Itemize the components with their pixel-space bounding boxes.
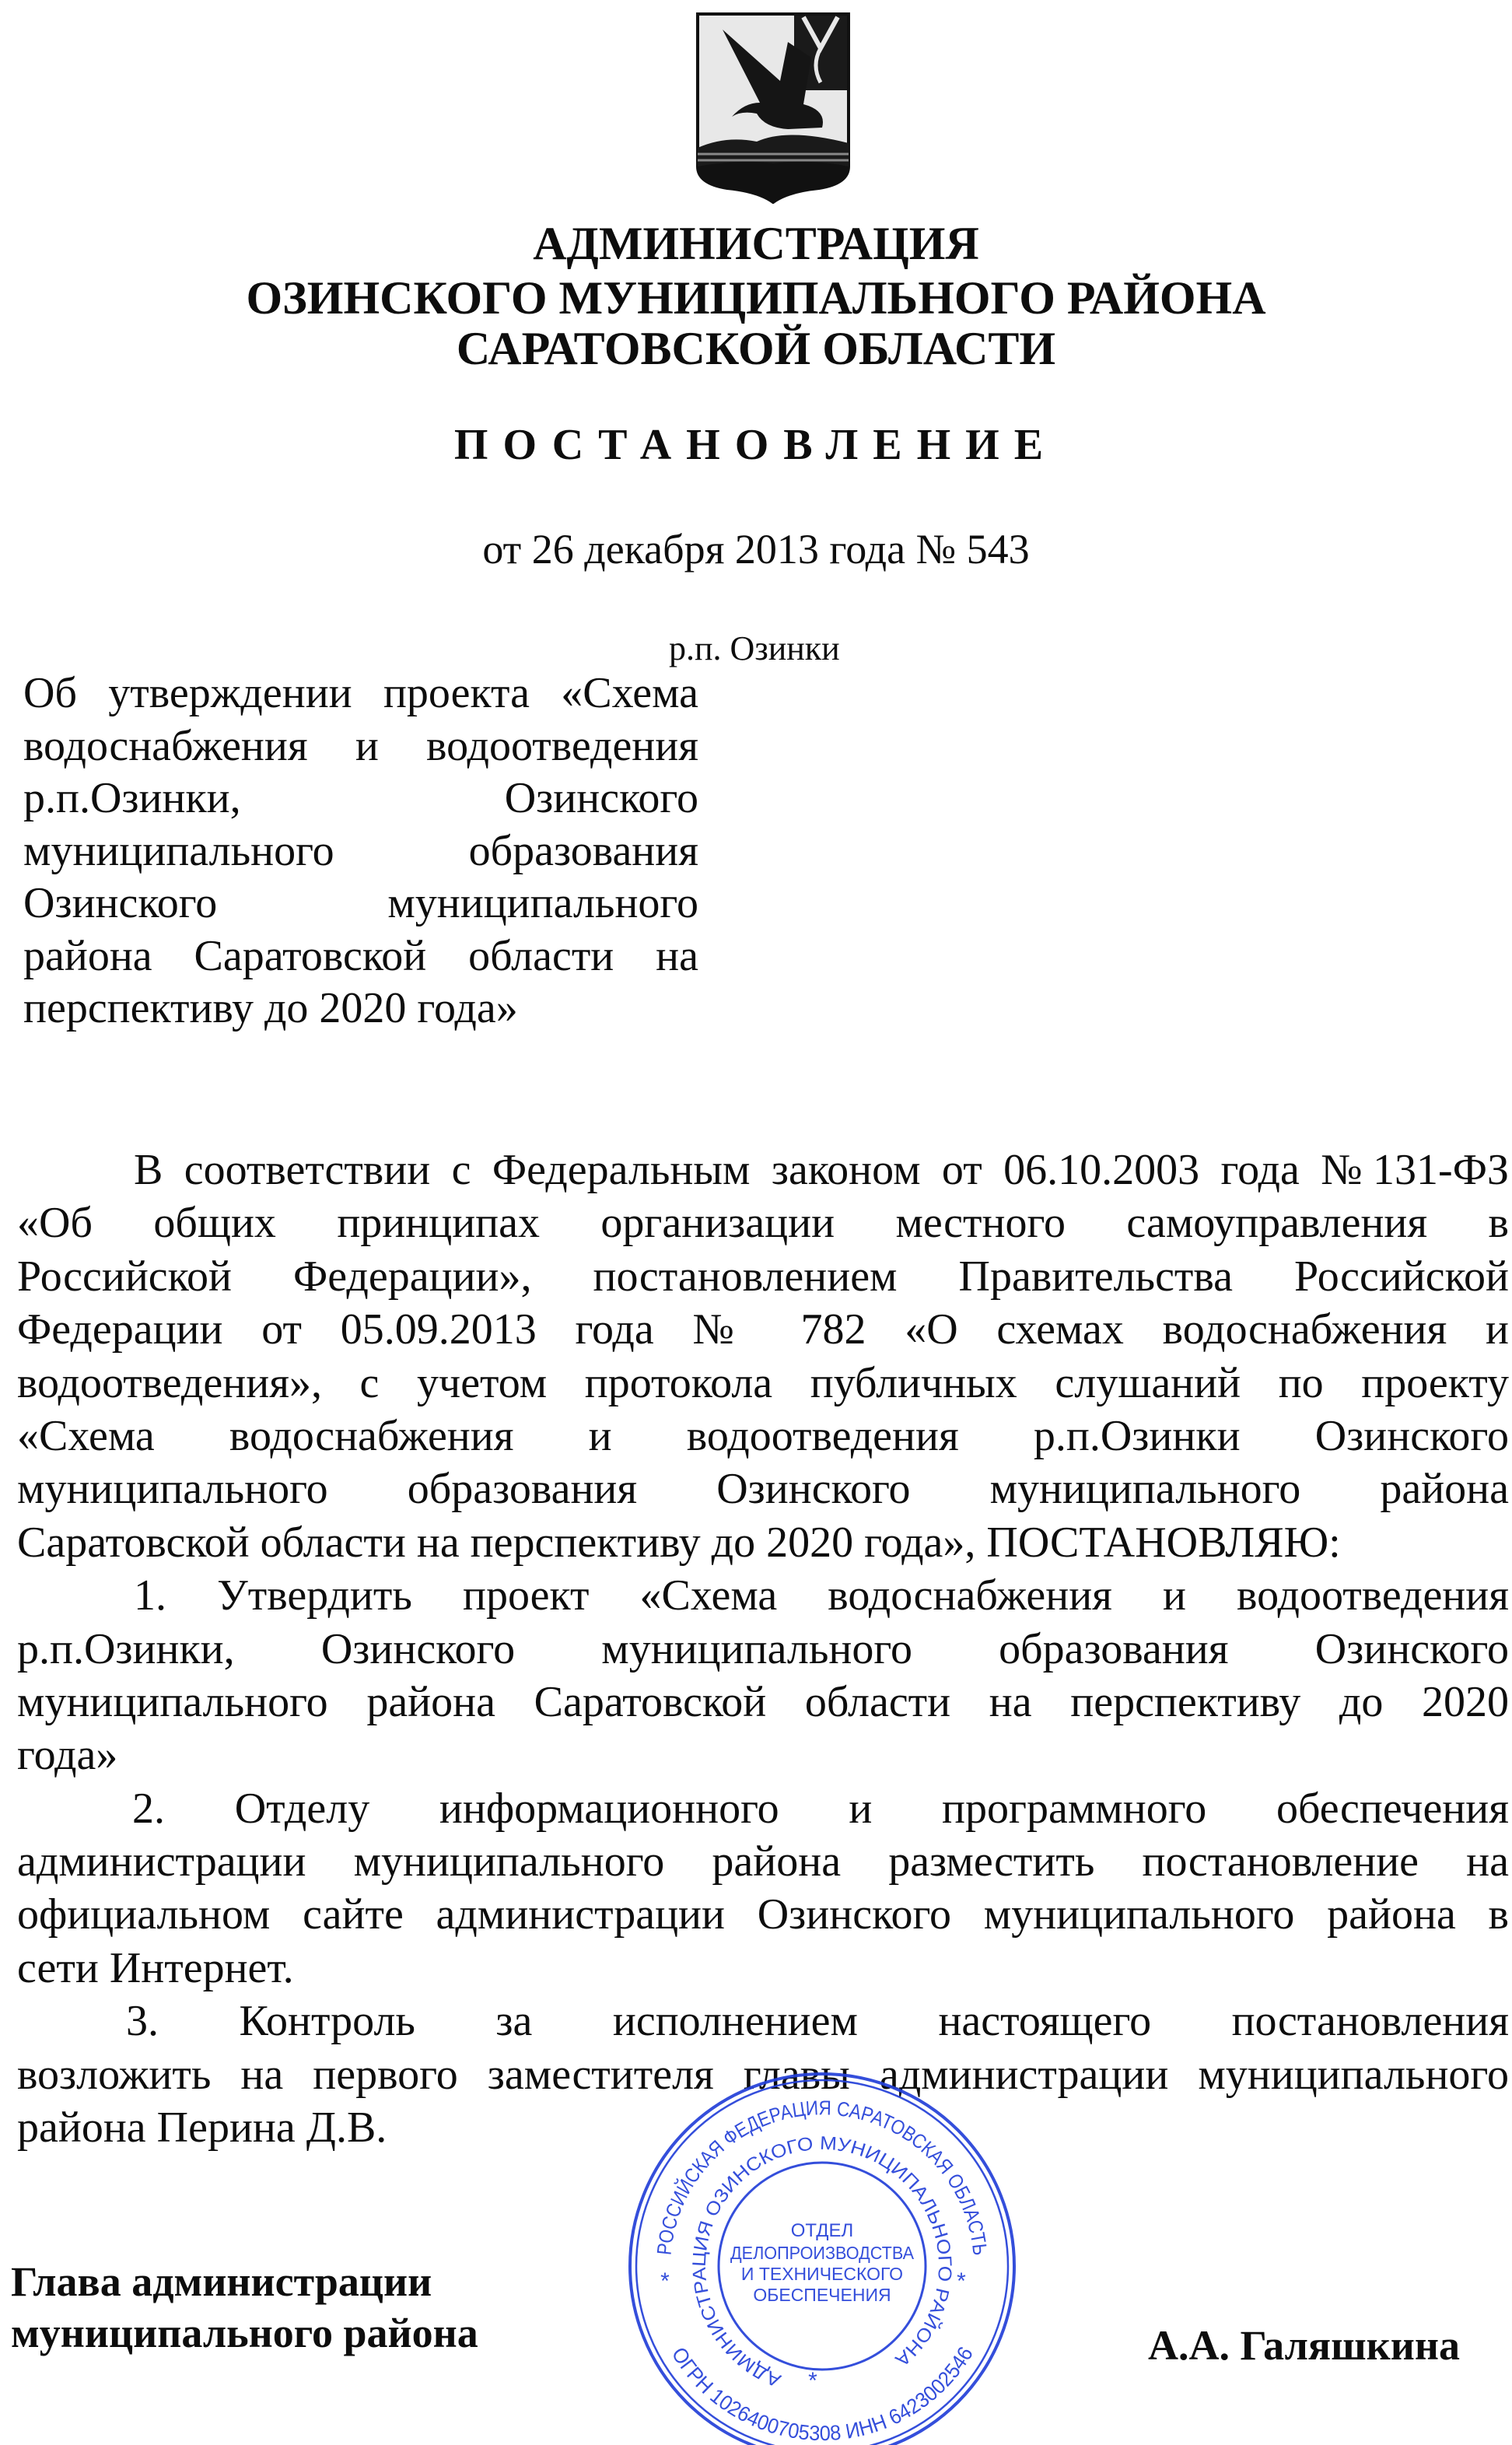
stamp-center-line: И ТЕХНИЧЕСКОГО [740,2264,904,2284]
paragraph-line: сети Интернет. [17,1943,294,1992]
subject-line: перспективу до 2020 года» [23,984,518,1032]
subject-line: р.п.Озинки, Озинского [23,774,698,822]
paragraph [17,1782,1509,1995]
subject-line: Об утверждении проекта «Схема [23,669,698,717]
paragraph-line: муниципального района Саратовской области на перспективу до 2020 [17,1677,1509,1726]
paragraph [17,1569,1509,1782]
paragraph-line: 1. Утвердить проект «Схема водоснабжения и водоотведения [134,1571,1509,1620]
paragraph-line: района Перина Д.В. [17,2103,387,2153]
org-name-line: АДМИНИСТРАЦИЯ [533,218,979,269]
paragraph-line: р.п.Озинки, Озинского муниципального образования Озинского [17,1624,1509,1673]
signatory-position: муниципального района [11,2310,478,2356]
subject-line: Озинского муниципального [23,879,698,927]
coat-of-arms-emblem [695,11,852,204]
document-type: ПОСТАНОВЛЕНИЕ [453,421,1059,469]
signatory-name: А.А. Галяшкина [1148,2322,1461,2369]
date-and-number: от 26 декабря 2013 года № 543 [482,526,1030,573]
subject-line: водоснабжения и водоотведения [23,721,698,770]
stamp-center-line: ОБЕСПЕЧЕНИЯ [753,2285,891,2305]
paragraph [17,1144,1509,1569]
stamp-outer-top-text: РОССИЙСКАЯ ФЕДЕРАЦИЯ САРАТОВСКАЯ ОБЛАСТЬ [652,2096,992,2258]
paragraph-line: возложить на первого заместителя главы администрации муниципального [17,2050,1509,2099]
document-body [17,1144,1509,2154]
stamp-star-icon: * [957,2268,966,2294]
subject-line: района Саратовской области на [23,931,698,980]
stamp-inner-ring-text: АДМИНИСТРАЦИЯ ОЗИНСКОГО МУНИЦИПАЛЬНОГО РАЙОНА [688,2132,956,2391]
paragraph-line: 2. Отделу информационного и программного обеспечения [132,1784,1509,1833]
paragraph-line: муниципального образования Озинского муниципального района [17,1465,1509,1514]
stamp-star-icon: * [808,2368,817,2394]
org-name-line: САРАТОВСКОЙ ОБЛАСТИ [456,323,1056,374]
paragraph-line: Саратовской области на перспективу до 2020 года», ПОСТАНОВЛЯЮ: [17,1518,1341,1567]
subject-line: муниципального образования [23,826,698,875]
paragraph-line: администрации муниципального района разместить постановление на [17,1837,1509,1886]
stamp-outer-bottom-text: ОГРН 1026400705308 ИНН 6423002546 [667,2342,978,2445]
stamp-center-line: ОТДЕЛ [790,2220,854,2241]
paragraph-line: Российской Федерации», постановлением Правительства Российской [17,1252,1509,1301]
stamp-center-line: ДЕЛОПРОИЗВОДСТВА [730,2243,915,2263]
paragraph-line: года» [17,1731,118,1780]
signatory-position: Глава администрации [11,2258,432,2305]
paragraph-line: 3. Контроль за исполнением настоящего постановления [126,1997,1509,2046]
org-name-line: ОЗИНСКОГО МУНИЦИПАЛЬНОГО РАЙОНА [246,272,1266,324]
place-of-issue: р.п. Озинки [669,629,840,667]
official-stamp [622,2069,1027,2445]
paragraph-line: Федерации от 05.09.2013 года № 782 «О схемах водоснабжения и [17,1305,1509,1354]
stamp-star-icon: * [660,2268,670,2294]
subject-block [23,667,698,1035]
paragraph-line: «Об общих принципах организации местного самоуправления в [17,1199,1509,1248]
paragraph-line: «Схема водоснабжения и водоотведения р.п.Озинки Озинского [17,1411,1509,1460]
paragraph-line: водоотведения», с учетом протокола публичных слушаний по проекту [17,1358,1509,1407]
paragraph-line: В соответствии с Федеральным законом от 06.10.2003 года №131-ФЗ [134,1146,1509,1194]
paragraph-line: официальном сайте администрации Озинского муниципального района в [17,1890,1509,1939]
